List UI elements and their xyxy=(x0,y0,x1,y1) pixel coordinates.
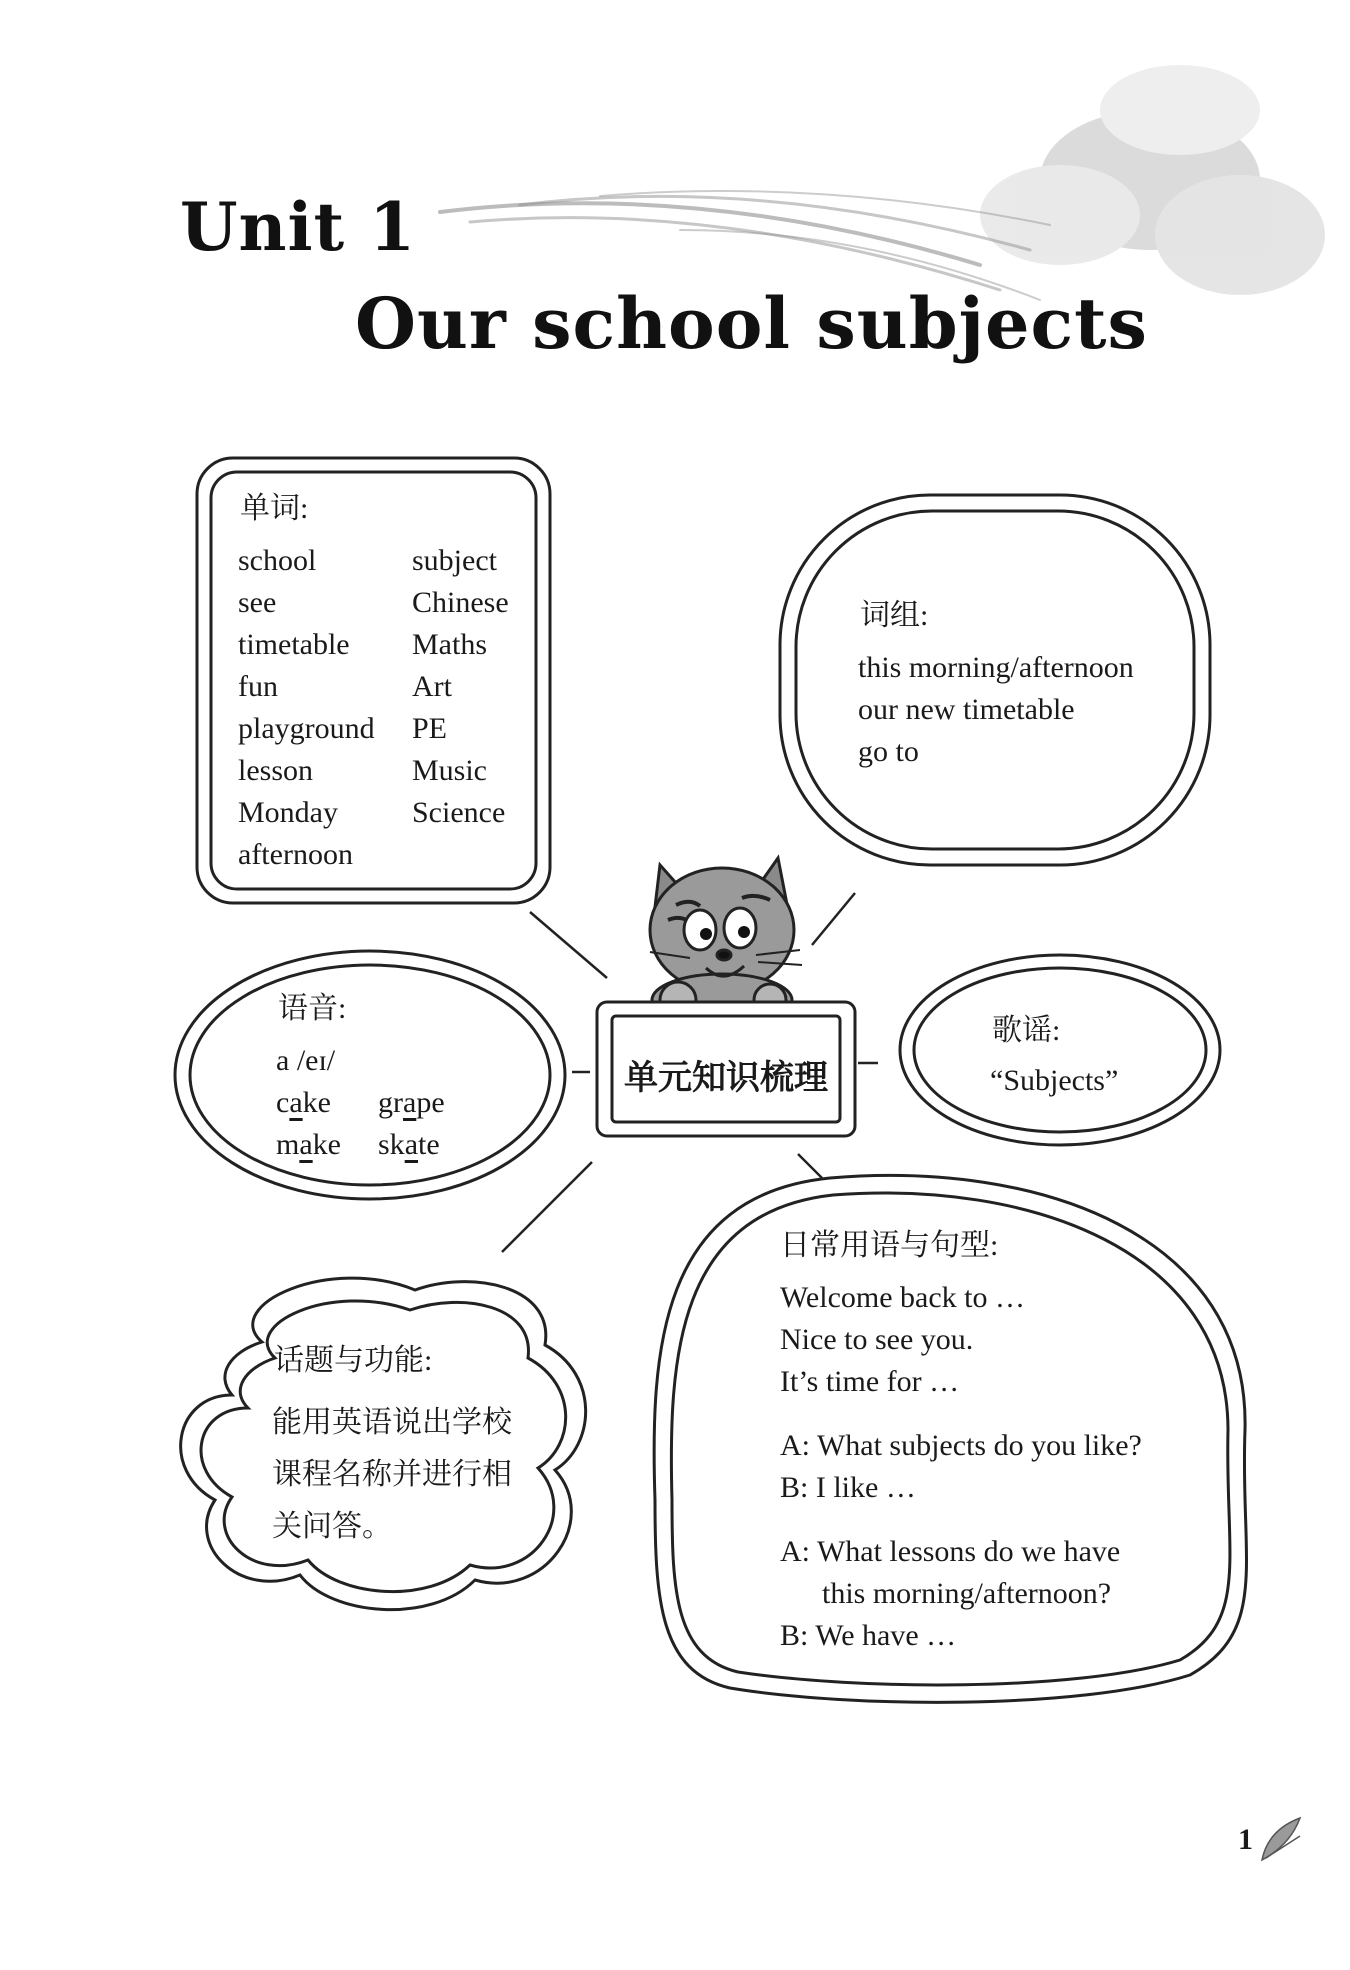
phrases-heading: 词组: xyxy=(860,599,929,632)
word-item: Art xyxy=(412,670,452,703)
phrase-item: go to xyxy=(858,735,919,768)
words-heading: 单词: xyxy=(240,492,309,525)
expression-line: A: What subjects do you like? xyxy=(780,1429,1142,1462)
topic-line: 课程名称并进行相 xyxy=(272,1458,512,1491)
word-item: lesson xyxy=(238,754,313,787)
expression-line: Welcome back to … xyxy=(780,1281,1025,1314)
word-item: Music xyxy=(412,754,487,787)
expression-line: B: We have … xyxy=(780,1619,957,1652)
phonics-word: cake xyxy=(276,1086,331,1119)
page-number: 1 xyxy=(1238,1823,1253,1856)
word-item: PE xyxy=(412,712,448,745)
phrase-item: this morning/afternoon xyxy=(858,651,1134,684)
topic-line: 能用英语说出学校 xyxy=(272,1406,512,1439)
word-item: afternoon xyxy=(238,838,353,871)
expression-line: B: I like … xyxy=(780,1471,916,1504)
phonics-heading: 语音: xyxy=(278,992,347,1025)
phonics-sound: a /eɪ/ xyxy=(276,1044,336,1077)
expression-line: this morning/afternoon? xyxy=(822,1577,1112,1610)
word-item: school xyxy=(238,544,317,577)
cloud-decoration xyxy=(980,65,1325,295)
expressions-group-1 xyxy=(780,1277,1025,1403)
words-left-column xyxy=(238,540,375,876)
word-item: timetable xyxy=(238,628,350,661)
page-title: Our school subjects xyxy=(355,282,1148,365)
expressions-group-3 xyxy=(780,1531,1120,1657)
topic-heading: 话题与功能: xyxy=(274,1344,433,1377)
leaf-icon xyxy=(1262,1818,1300,1860)
topic-lines xyxy=(272,1397,512,1553)
word-item: see xyxy=(238,586,277,619)
phonics-word: make xyxy=(276,1128,341,1161)
word-item: Science xyxy=(412,796,506,829)
phonics-bubble xyxy=(175,951,565,1199)
phonics-word: skate xyxy=(378,1128,440,1161)
unit-label: Unit 1 xyxy=(180,188,417,266)
expressions-heading: 日常用语与句型: xyxy=(780,1229,999,1262)
word-item: Maths xyxy=(412,628,487,661)
phrase-item: our new timetable xyxy=(858,693,1075,726)
word-item: Chinese xyxy=(412,586,509,619)
center-label: 单元知识梳理 xyxy=(624,1058,828,1098)
expression-line: Nice to see you. xyxy=(780,1323,974,1356)
phonics-word: grape xyxy=(378,1086,445,1119)
expression-line: It’s time for … xyxy=(780,1365,960,1398)
words-right-column xyxy=(412,540,509,834)
word-item: subject xyxy=(412,544,497,577)
song-title: “Subjects” xyxy=(990,1064,1119,1097)
phrases-list xyxy=(858,647,1134,773)
topic-line: 关问答。 xyxy=(272,1510,392,1543)
word-item: Monday xyxy=(238,796,338,829)
word-item: playground xyxy=(238,712,375,745)
expressions-group-2 xyxy=(780,1425,1142,1509)
word-item: fun xyxy=(238,670,278,703)
song-heading: 歌谣: xyxy=(992,1014,1061,1047)
expression-line: A: What lessons do we have xyxy=(780,1535,1121,1568)
